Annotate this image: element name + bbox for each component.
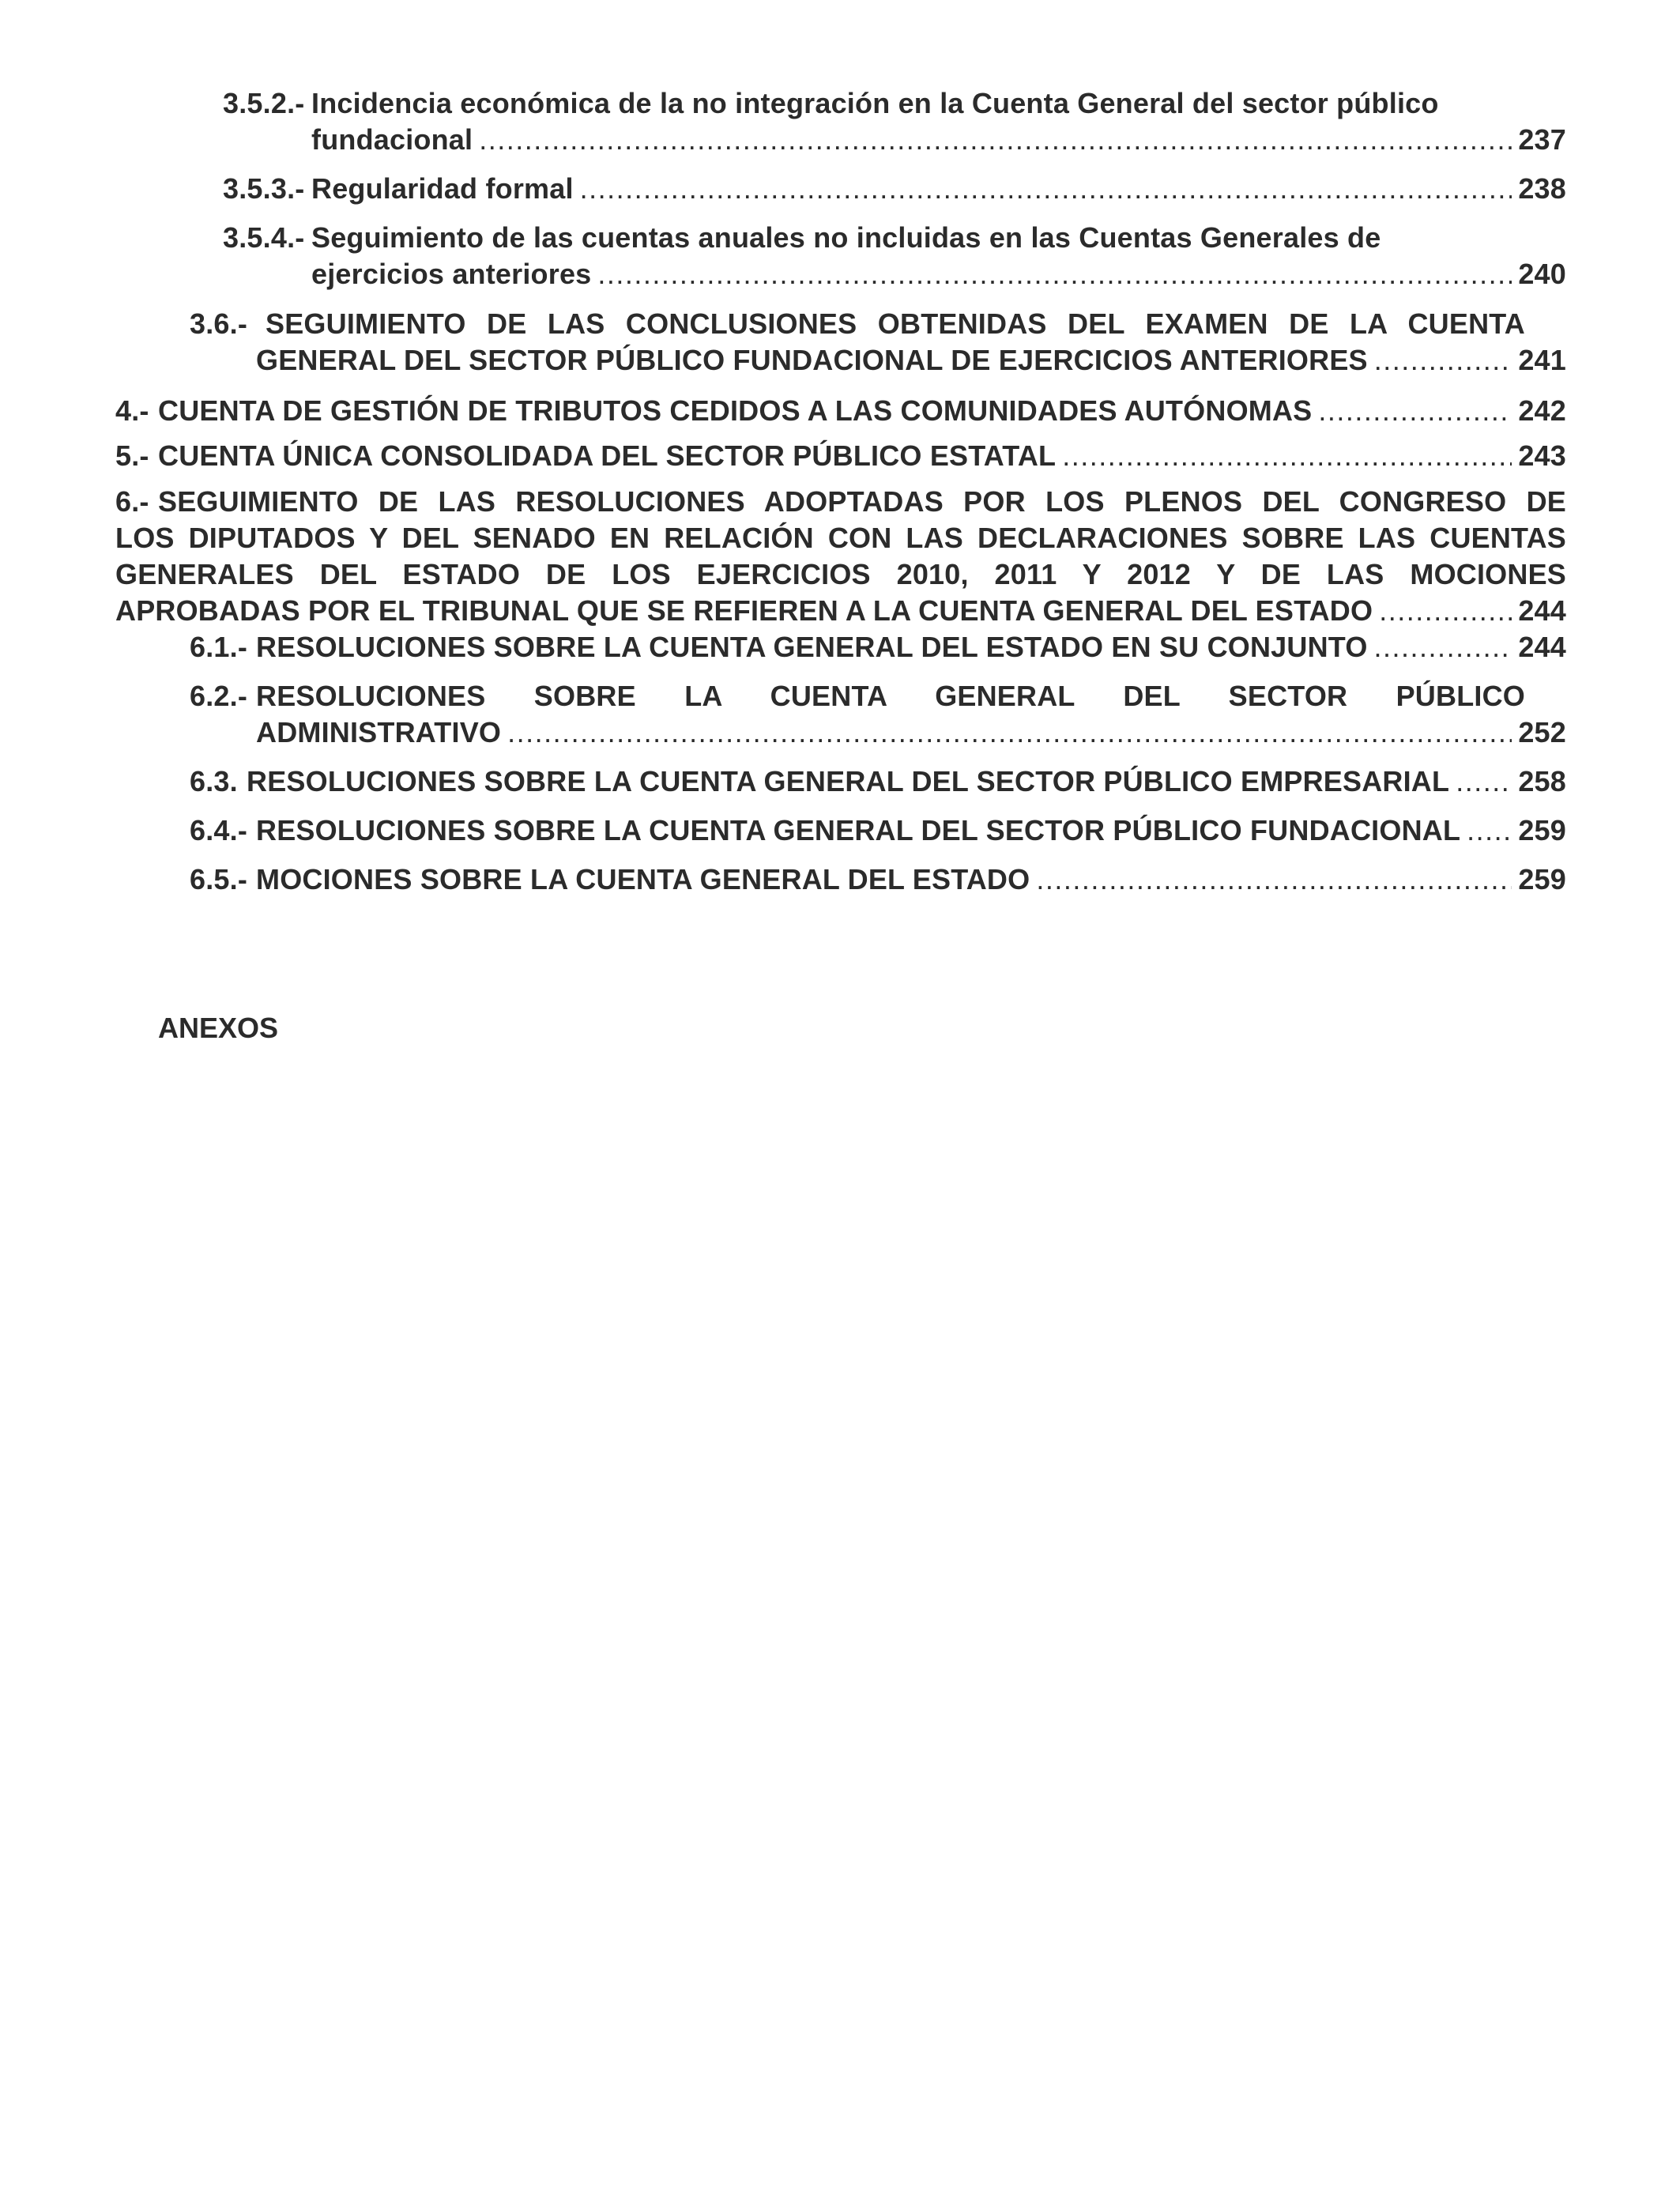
toc-entry-title-continued: APROBADAS POR EL TRIBUNAL QUE SE REFIEREN A LA CUENTA GENERAL DEL ESTADO [115, 594, 1373, 627]
toc-entry-title: CUENTA DE GESTIÓN DE TRIBUTOS CEDIDOS A LAS COMUNIDADES AUTÓNOMAS [158, 394, 1313, 427]
toc-entry-5[interactable] [115, 438, 1566, 474]
toc-page-number: 244 [1518, 631, 1566, 663]
dot-leader [1318, 393, 1512, 429]
toc-entry-title: CUENTA ÚNICA CONSOLIDADA DEL SECTOR PÚBLICO ESTATAL [158, 439, 1057, 472]
toc-entry-title: SEGUIMIENTO DE LAS RESOLUCIONES ADOPTADAS POR LOS PLENOS DEL CONGRESO DE [158, 485, 1566, 518]
toc-entry-title: SEGUIMIENTO DE LAS CONCLUSIONES OBTENIDAS DEL EXAMEN DE LA CUENTA [266, 307, 1525, 340]
toc-entry-6-2[interactable] [190, 678, 1566, 751]
toc-entry-title: RESOLUCIONES SOBRE LA CUENTA GENERAL DEL SECTOR PÚBLICO EMPRESARIAL [247, 765, 1450, 797]
toc-entry-title-continued: GENERALES DEL ESTADO DE LOS EJERCICIOS 2010, 2011 Y 2012 Y DE LAS MOCIONES [115, 558, 1566, 590]
toc-entry-title-continued: LOS DIPUTADOS Y DEL SENADO EN RELACIÓN CON LAS DECLARACIONES SOBRE LAS CUENTAS [115, 522, 1566, 554]
toc-page-number: 258 [1518, 765, 1566, 797]
toc-entry-3-5-3[interactable] [223, 171, 1566, 207]
toc-entry-title: Seguimiento de las cuentas anuales no incluidas en las Cuentas Generales de [311, 221, 1381, 254]
toc-entry-4[interactable] [115, 393, 1566, 429]
toc-page-number: 244 [1518, 594, 1566, 627]
toc-entry-3-6[interactable] [190, 306, 1566, 379]
toc-page-number: 252 [1518, 716, 1566, 748]
toc-entry-title-continued: fundacional [311, 123, 473, 156]
dot-leader [1467, 812, 1512, 849]
dot-leader [479, 122, 1512, 158]
toc-entry-6-4[interactable] [190, 812, 1566, 849]
toc-entry-number: 3.5.2.- [223, 87, 305, 119]
toc-entry-title: MOCIONES SOBRE LA CUENTA GENERAL DEL ESTADO [256, 863, 1030, 895]
toc-entry-title-continued: ADMINISTRATIVO [256, 716, 502, 748]
toc-entry-number: 5.- [115, 439, 149, 472]
toc-entry-number: 6.2.- [190, 680, 248, 712]
toc-page-number: 259 [1518, 863, 1566, 895]
toc-entry-title: Incidencia económica de la no integración en la Cuenta General del sector público [311, 87, 1439, 119]
toc-entry-title: Regularidad formal [311, 172, 574, 205]
toc-entry-number: 6.5.- [190, 863, 248, 895]
toc-entry-number: 6.4.- [190, 814, 248, 846]
toc-entry-title: RESOLUCIONES SOBRE LA CUENTA GENERAL DEL SECTOR PÚBLICO [256, 680, 1525, 712]
toc-entry-6-5[interactable] [190, 861, 1566, 898]
toc-entry-6[interactable] [115, 484, 1566, 629]
toc-entry-title: RESOLUCIONES SOBRE LA CUENTA GENERAL DEL SECTOR PÚBLICO FUNDACIONAL [256, 814, 1461, 846]
toc-entry-6-3[interactable] [190, 763, 1566, 800]
toc-entry-title-continued: ejercicios anteriores [311, 258, 592, 290]
toc-entry-number: 6.1.- [190, 631, 248, 663]
toc-page-number: 242 [1518, 394, 1566, 427]
dot-leader [1456, 763, 1512, 800]
toc-page-number: 240 [1518, 258, 1566, 290]
toc-page-number: 259 [1518, 814, 1566, 846]
toc-entry-number: 6.- [115, 485, 149, 518]
toc-entry-number: 3.6.- [190, 307, 248, 340]
dot-leader [1062, 438, 1512, 474]
dot-leader [507, 714, 1512, 751]
toc-entry-6-1[interactable] [190, 629, 1566, 665]
dot-leader [1374, 342, 1512, 379]
dot-leader [580, 171, 1512, 207]
toc-entry-title-continued: GENERAL DEL SECTOR PÚBLICO FUNDACIONAL DE EJERCICIOS ANTERIORES [256, 344, 1368, 376]
toc-entry-number: 4.- [115, 394, 149, 427]
toc-entry-number: 6.3. [190, 765, 238, 797]
dot-leader [1374, 629, 1512, 665]
toc-entry-number: 3.5.4.- [223, 221, 305, 254]
dot-leader [1379, 593, 1512, 629]
toc-page-number: 238 [1518, 172, 1566, 205]
toc-page-number: 243 [1518, 439, 1566, 472]
dot-leader [597, 256, 1512, 292]
anexos-heading[interactable]: ANEXOS [158, 1012, 279, 1044]
toc-entry-title: RESOLUCIONES SOBRE LA CUENTA GENERAL DEL ESTADO EN SU CONJUNTO [256, 631, 1368, 663]
toc-entry-number: 3.5.3.- [223, 172, 305, 205]
toc-entry-3-5-4[interactable] [223, 220, 1566, 292]
toc-page-number: 237 [1518, 123, 1566, 156]
toc-page-number: 241 [1518, 344, 1566, 376]
dot-leader [1036, 861, 1512, 898]
toc-entry-3-5-2[interactable] [223, 85, 1566, 158]
